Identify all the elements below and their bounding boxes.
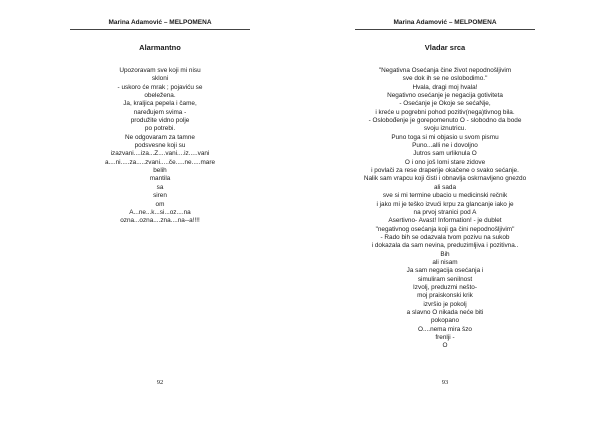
poem-line: svoju iznutricu. bbox=[423, 125, 467, 133]
poem-line: siren bbox=[153, 192, 167, 200]
header-rule bbox=[355, 29, 535, 30]
poem-line: "Negativna Osećanja čine život nepodnošljivim bbox=[378, 67, 512, 74]
poem-line: a slavno O nikada neće biti bbox=[406, 308, 484, 316]
poem-line: i dokazala da sam nevina, preduzimljiva i pozitivna.. bbox=[371, 242, 519, 250]
poem-line: Izvolj, preduzmi nešto- bbox=[413, 283, 477, 291]
poem-title: Vladar srca bbox=[424, 43, 466, 52]
poem-line: Nalik sam vrapcu koji čisti i obnavlja oskrnavljeno gnezdo bbox=[363, 175, 527, 183]
poem-line: naređujem svima - bbox=[133, 108, 187, 116]
poem-line: A...ne...k...si...oz....na bbox=[129, 208, 191, 216]
page-header: Marina Adamović – MELPOMENA bbox=[393, 19, 497, 26]
poem-line: Bih bbox=[440, 250, 450, 258]
poem-line: Ja, kraljica pepela i čame, bbox=[123, 100, 197, 108]
poem-line: ali nisam bbox=[432, 258, 458, 266]
poem-line: skloni bbox=[151, 75, 169, 83]
poem-line: - uskoro će mrak ; pojaviću se bbox=[117, 83, 203, 91]
poem-line: sa bbox=[156, 183, 164, 191]
poem-line: izvršio je pokolj bbox=[423, 300, 467, 308]
poem-line: izazvani....iza...Z....vani....iz.....vani bbox=[110, 150, 210, 158]
poem-line: Ne odgovaram za tamne bbox=[125, 133, 195, 141]
poem-line: simuliram senilnost bbox=[417, 275, 473, 283]
poem-line: O....nema mira šzo bbox=[418, 325, 472, 333]
poem-line: ozna...ozna....zna....na--a!!!! bbox=[120, 217, 200, 225]
poem-line: Negativno osećanje je negacija gotiviteta bbox=[387, 92, 503, 100]
poem-body bbox=[345, 67, 545, 351]
poem-title: Alarmantno bbox=[139, 43, 181, 52]
poem-line: produžite vidno polje bbox=[130, 117, 190, 125]
poem-line: pokopano bbox=[430, 317, 460, 325]
poem-line: - Osećanje je Okoje se sećaNje, bbox=[399, 100, 491, 108]
poem-line: - Rado bih se odazvala tvom pozivu na sukob bbox=[380, 233, 510, 241]
header-rule bbox=[70, 29, 250, 30]
page-header: Marina Adamović – MELPOMENA bbox=[108, 19, 212, 26]
poem-body bbox=[60, 67, 260, 226]
poem-line: Jutros sam urliknula O bbox=[413, 150, 477, 158]
poem-line: belih bbox=[153, 167, 167, 175]
right-page bbox=[345, 0, 545, 425]
poem-line: po potrebi. bbox=[144, 125, 176, 133]
poem-line: mantila bbox=[149, 175, 171, 183]
poem-line: i kreće u pogrebni pohod pozitiv(nega)tivnog bila. bbox=[375, 108, 515, 116]
poem-line: moj praiskonski krik bbox=[417, 292, 473, 300]
poem-line: Puno toga si mi objasio u svom pismu bbox=[391, 133, 499, 141]
poem-line: Ja sam negacija osećanja i bbox=[406, 267, 484, 275]
poem-line: frenlji - bbox=[435, 334, 455, 341]
poem-line: O bbox=[442, 342, 448, 350]
poem-line: - Oslobođenje je gorepomenuto O - slobodno da bode bbox=[368, 117, 522, 125]
poem-line: i jako mi je teško izvući krpu za glancanje iako je bbox=[376, 200, 514, 208]
page-number: 93 bbox=[441, 379, 449, 386]
poem-line: podsvesne koji su bbox=[134, 142, 186, 150]
poem-line: na prvoj stranici pod A bbox=[413, 208, 477, 216]
poem-line: sve dok ih se ne oslobodimo." bbox=[402, 75, 488, 83]
poem-line: obeležena. bbox=[144, 92, 176, 100]
poem-line: Asertivno- Avast! Information! - je dublet bbox=[388, 217, 502, 225]
poem-line: "negativnog osećanja koji ga čini nepodnošljivim" bbox=[375, 225, 515, 233]
poem-line: sve si mi termine ubacio u medicinski rečnik bbox=[382, 192, 508, 200]
poem-line: i povlači za rese draperije okačene o svako sećanje. bbox=[371, 167, 519, 175]
poem-line: O i ono još lomi stare zidove bbox=[404, 158, 486, 166]
poem-line: Puno...alli ne i dovoljno bbox=[412, 142, 478, 150]
page-number: 92 bbox=[156, 379, 164, 386]
poem-line: ali sada bbox=[433, 183, 457, 191]
poem-line: Hvala, dragi moj hvala! bbox=[412, 83, 478, 91]
poem-line: a....ni.....za.....zvani.....če.....ne.....mare bbox=[104, 158, 216, 166]
left-page bbox=[60, 0, 260, 425]
poem-line: Upozoravam sve koji mi nisu bbox=[119, 67, 201, 74]
poem-line: om bbox=[155, 200, 165, 208]
